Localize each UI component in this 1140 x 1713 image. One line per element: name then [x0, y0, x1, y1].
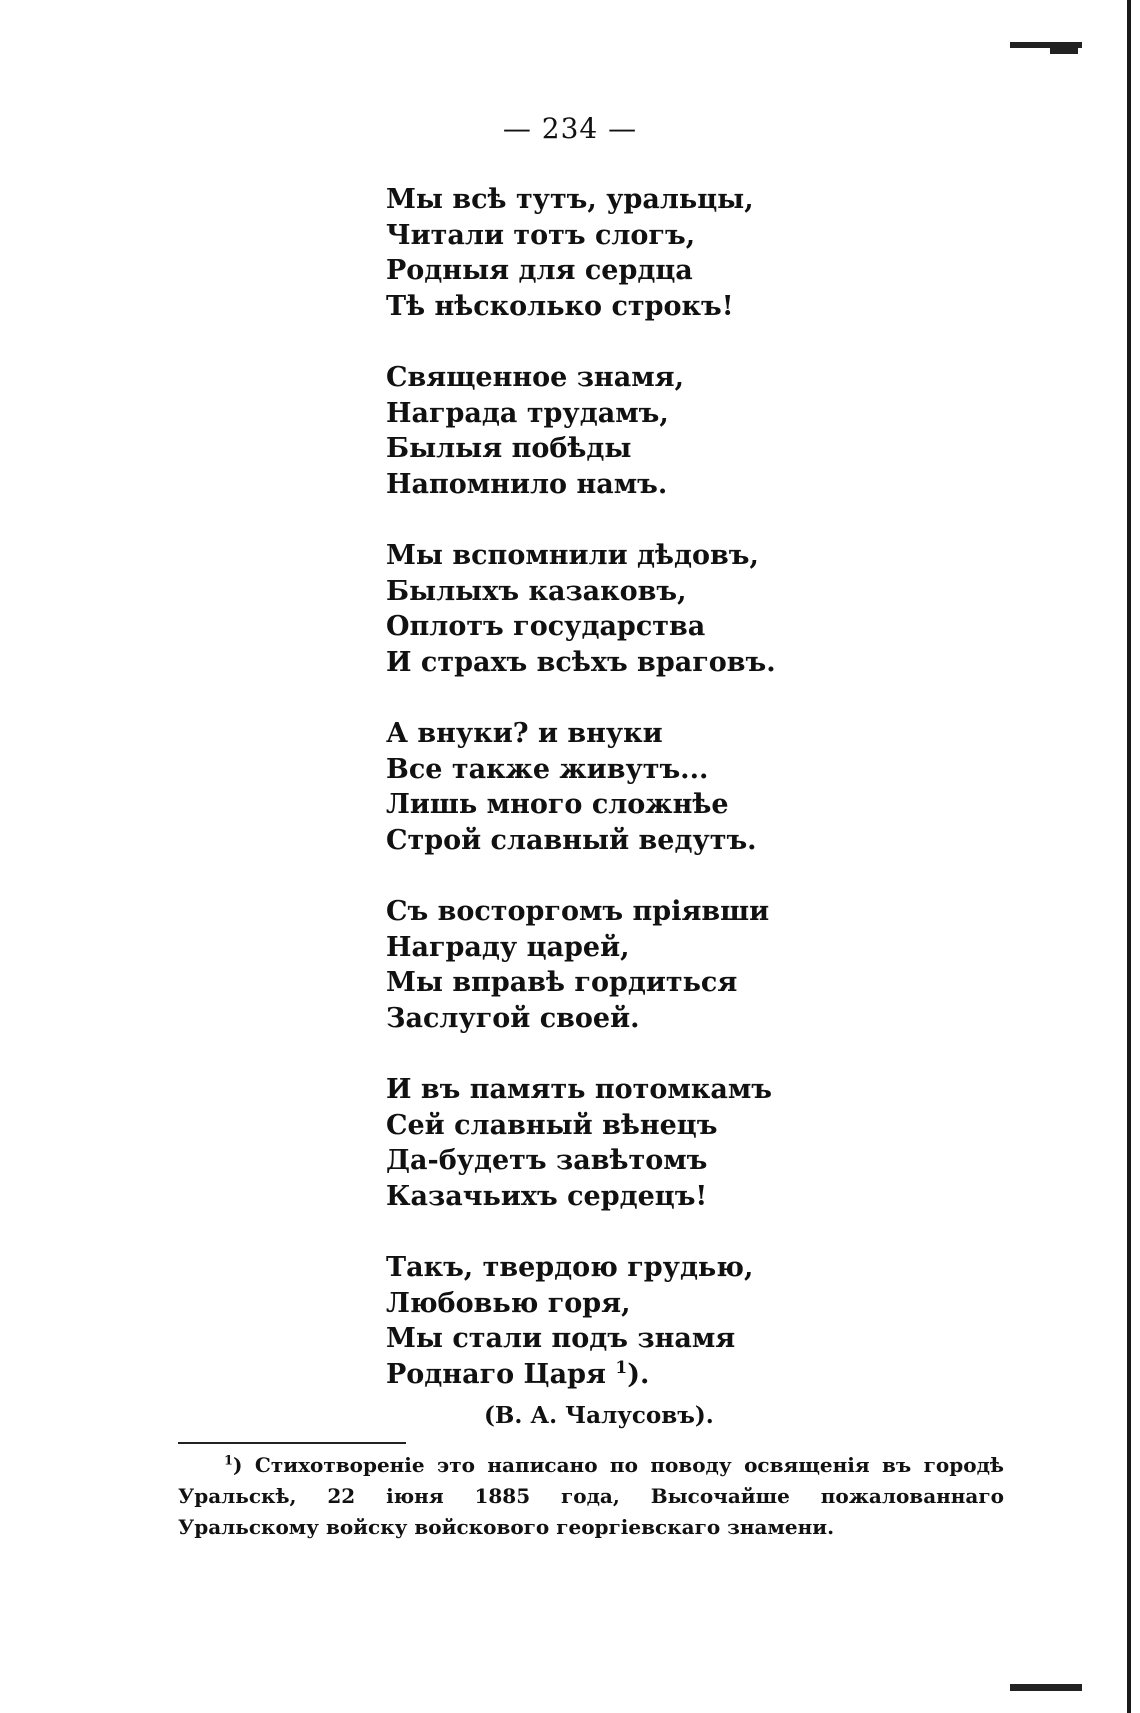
poem-line: Заслугой своей. — [386, 1002, 640, 1034]
scan-artifact-top-2 — [1050, 48, 1078, 54]
poem-line: И страхъ всѣхъ враговъ. — [386, 646, 776, 678]
poem-line: Напомнило намъ. — [386, 468, 668, 500]
footnote-reference[interactable]: 1 — [615, 1357, 628, 1378]
footnote-divider — [178, 1442, 406, 1444]
poem-line: Лишь много сложнѣе — [386, 789, 729, 820]
poem-line: Былыя побѣды — [386, 433, 632, 464]
stanza-1 — [386, 182, 946, 324]
poem-line: Любовью горя, — [386, 1287, 631, 1319]
poem-line: Священное знамя, — [386, 362, 684, 393]
stanza-2 — [386, 360, 946, 502]
poem-line: Родныя для сердца — [386, 255, 693, 286]
poem-line: И въ память потомкамъ — [386, 1074, 773, 1105]
poem-line: Былыхъ казаковъ, — [386, 575, 687, 607]
poem-line: Да-будетъ завѣтомъ — [386, 1145, 708, 1176]
footnote — [178, 1450, 1004, 1543]
poem-line: Награду царей, — [386, 931, 630, 963]
poem-line: Награда трудамъ, — [386, 397, 669, 429]
poem-line: Все также живутъ... — [386, 753, 709, 785]
author-signature: (В. А. Чалусовъ). — [484, 1402, 714, 1429]
poem-line: Мы стали подъ знамя — [386, 1323, 736, 1354]
poem-line-last — [386, 1357, 946, 1393]
stanza-6 — [386, 1072, 946, 1214]
poem — [386, 182, 946, 1428]
poem-line-last-text: Роднаго Царя — [386, 1358, 606, 1390]
poem-line: Мы вспомнили дѣдовъ, — [386, 540, 759, 571]
page-number: — 234 — — [502, 112, 638, 145]
poem-line-last-suffix: ). — [627, 1358, 650, 1390]
poem-line: Съ восторгомъ пріявши — [386, 896, 770, 927]
poem-line: Сей славный вѣнецъ — [386, 1109, 718, 1141]
footnote-text: Стихотвореніе это написано по поводу освященія въ городѣ Уральскѣ, 22 іюня 1885 года, Высочайше пожалованнаго Уральскому войску войскового георгіевскаго знамени. — [178, 1453, 1004, 1539]
footnote-marker: 1 — [224, 1453, 234, 1469]
poem-line: Строй славный ведутъ. — [386, 824, 757, 856]
page-edge-rule — [1127, 0, 1131, 1713]
poem-line: Мы всѣ тутъ, уральцы, — [386, 184, 754, 215]
footnote-bracket: ) — [233, 1453, 255, 1477]
stanza-3 — [386, 538, 946, 680]
poem-line: Мы вправѣ гордиться — [386, 967, 738, 998]
poem-line: Такъ, твердою грудью, — [386, 1252, 754, 1283]
poem-line: Тѣ нѣсколько строкъ! — [386, 290, 734, 322]
poem-line: Читали тотъ слогъ, — [386, 219, 696, 251]
scan-artifact-bottom — [1010, 1684, 1082, 1691]
poem-line: Казачьихъ сердецъ! — [386, 1180, 708, 1212]
stanza-7 — [386, 1250, 946, 1392]
stanza-5 — [386, 894, 946, 1036]
poem-line: Оплотъ государства — [386, 611, 706, 642]
stanza-4 — [386, 716, 946, 858]
poem-line: А внуки? и внуки — [386, 718, 663, 749]
